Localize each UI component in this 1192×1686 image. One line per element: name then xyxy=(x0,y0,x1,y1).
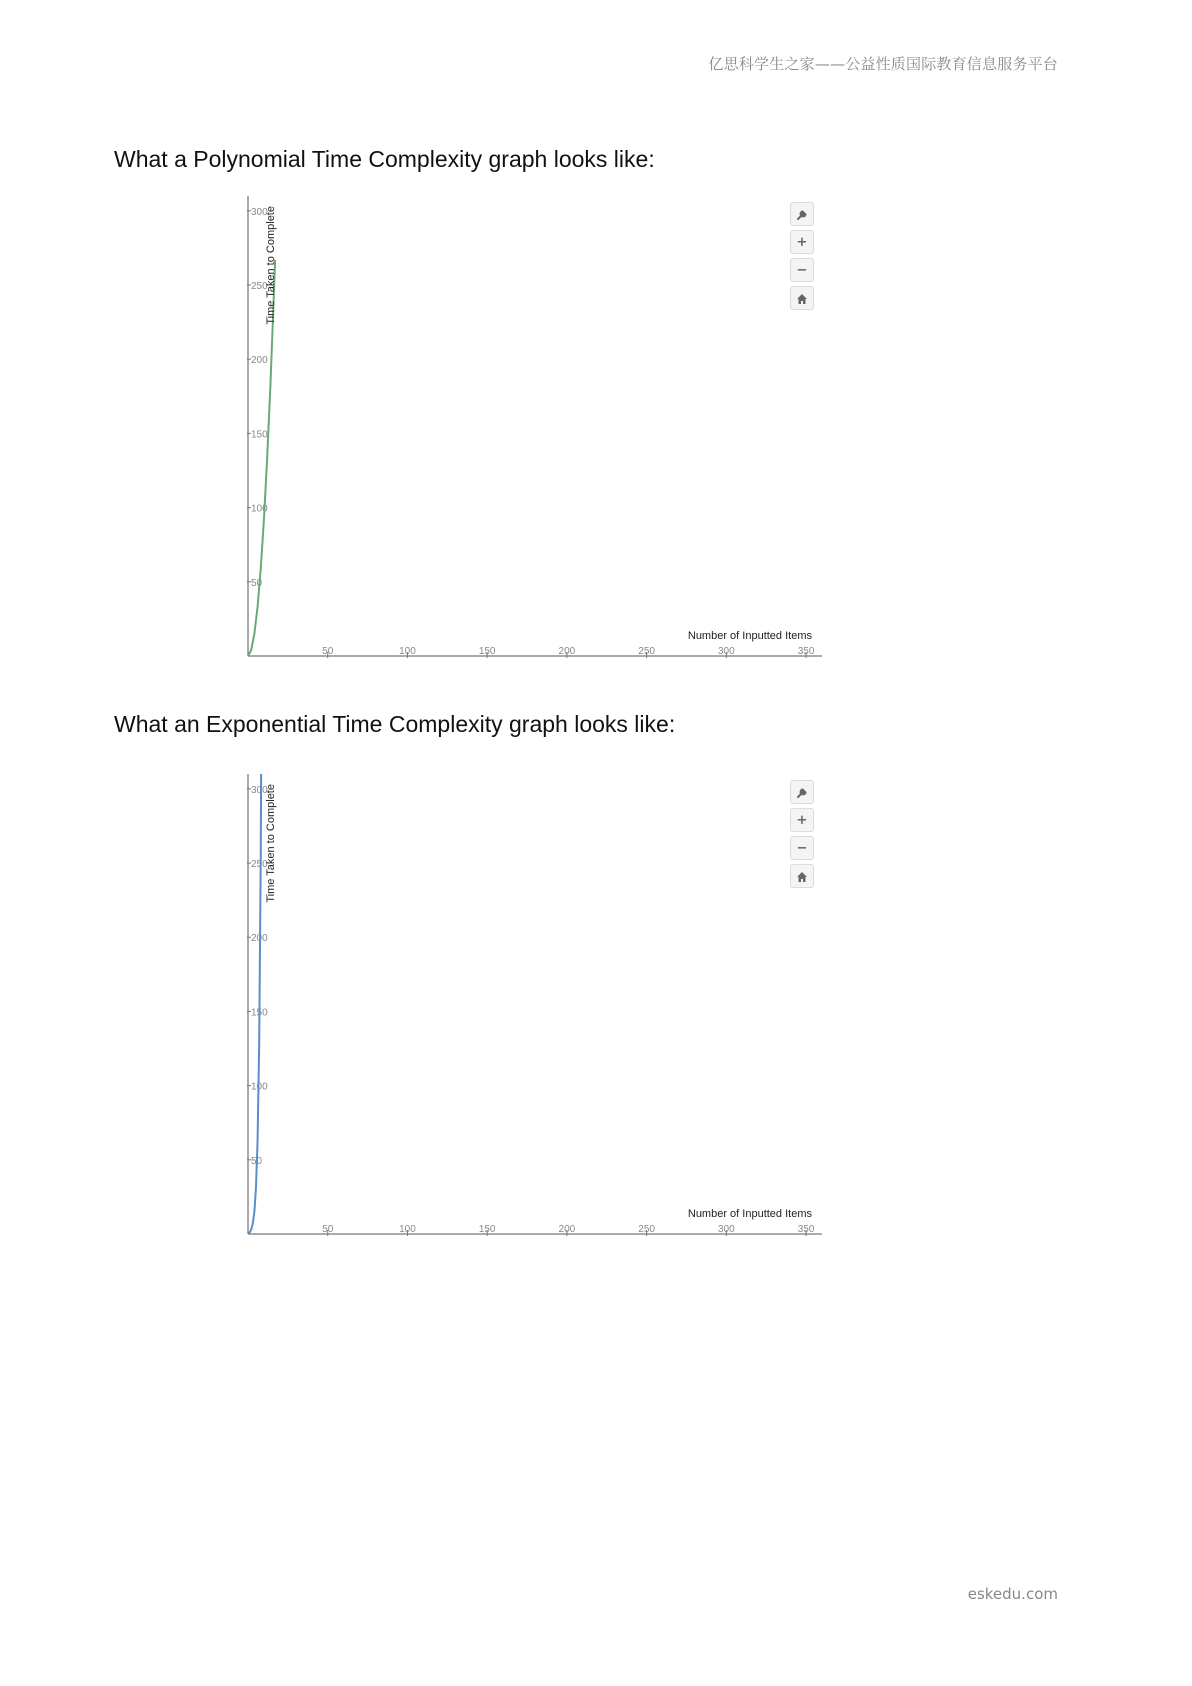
polynomial-complexity-chart xyxy=(240,196,822,672)
site-header-title: 亿思科学生之家——公益性质国际教育信息服务平台 xyxy=(708,55,1058,73)
y-tick-label: 200 xyxy=(251,355,268,367)
wrench-icon[interactable] xyxy=(790,202,814,226)
exponential-complexity-chart xyxy=(240,774,822,1250)
y-tick-label: 50 xyxy=(251,1155,263,1167)
exponential-section-heading: What an Exponential Time Complexity graph looks like: xyxy=(114,711,676,737)
y-tick-label: 50 xyxy=(251,577,263,589)
zoom-in-button[interactable]: + xyxy=(790,808,814,832)
exponential-chart-svg xyxy=(240,774,822,1250)
x-tick-label: 350 xyxy=(797,646,815,657)
x-axis-label: Number of Inputted Items xyxy=(687,630,812,642)
y-tick-label: 150 xyxy=(251,1007,268,1019)
x-tick-label: 250 xyxy=(638,1224,655,1235)
polynomial-chart-svg xyxy=(240,196,822,672)
zoom-out-button[interactable]: − xyxy=(790,258,814,282)
x-tick-label: 300 xyxy=(717,1224,735,1235)
y-tick-label: 300 xyxy=(251,784,268,796)
x-tick-label: 100 xyxy=(399,1224,416,1235)
x-tick-label: 150 xyxy=(478,646,496,657)
y-tick-label: 300 xyxy=(251,206,268,218)
y-tick-label: 100 xyxy=(251,503,268,515)
wrench-icon[interactable] xyxy=(790,780,814,804)
x-tick-label: 150 xyxy=(478,1224,496,1235)
polynomial-section-heading: What a Polynomial Time Complexity graph looks like: xyxy=(114,146,655,172)
x-tick-label: 250 xyxy=(638,646,655,657)
chart-toolbar xyxy=(790,202,816,314)
chart-toolbar xyxy=(790,780,816,892)
x-tick-label: 100 xyxy=(399,646,416,657)
x-axis-label: Number of Inputted Items xyxy=(687,1208,812,1220)
y-tick-label: 150 xyxy=(251,429,268,441)
y-tick-label: 250 xyxy=(251,281,268,293)
y-axis-label: Time Taken to Complete xyxy=(265,784,277,903)
y-tick-label: 250 xyxy=(251,859,268,871)
zoom-in-button[interactable]: + xyxy=(790,230,814,254)
x-tick-label: 300 xyxy=(717,646,735,657)
x-tick-label: 50 xyxy=(322,1224,334,1235)
x-tick-label: 200 xyxy=(558,646,576,657)
y-axis-label: Time Taken to Complete xyxy=(265,206,277,325)
zoom-out-button[interactable]: − xyxy=(790,836,814,860)
y-tick-label: 100 xyxy=(251,1081,268,1093)
y-tick-label: 200 xyxy=(251,933,268,945)
site-footer-url: eskedu.com xyxy=(967,1585,1058,1603)
x-tick-label: 350 xyxy=(797,1224,815,1235)
home-icon[interactable] xyxy=(790,286,814,310)
x-tick-label: 200 xyxy=(558,1224,576,1235)
x-tick-label: 50 xyxy=(322,646,334,657)
home-icon[interactable] xyxy=(790,864,814,888)
